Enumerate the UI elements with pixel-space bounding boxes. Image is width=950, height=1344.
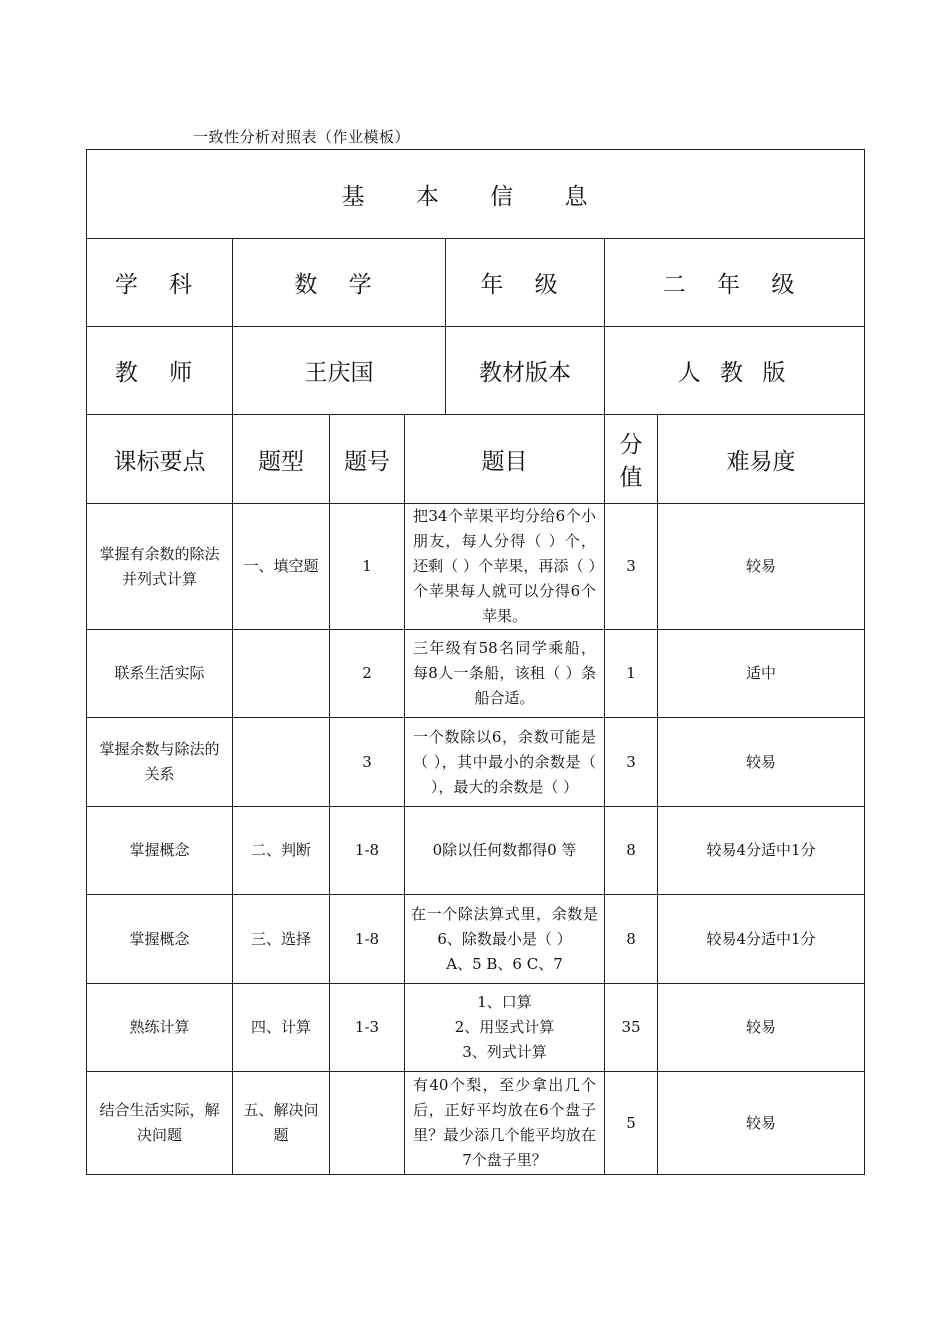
subject-grade-row [87,239,865,327]
question-line: 3、列式计算 [462,1043,547,1061]
point-cell: 掌握概念 [87,895,233,984]
table-row [87,718,865,807]
col-header-type: 题型 [233,415,330,504]
score-cell: 35 [605,984,658,1072]
table-row [87,895,865,984]
difficulty-cell: 适中 [658,630,865,718]
question-cell: 把34个苹果平均分给6个小朋友，每人分得（ ）个，还剩（ ）个苹果，再添（ ）个苹果每人就可以分得6个苹果。 [405,504,605,630]
table-row [87,630,865,718]
number-cell: 3 [330,718,405,807]
consistency-analysis-table [86,149,865,1175]
col-header-number: 题号 [330,415,405,504]
question-text: 在一个除法算式里，余数是6、除数最小是（ ） [411,904,598,948]
number-cell: 1-8 [330,807,405,895]
number-cell: 2 [330,630,405,718]
difficulty-cell: 较易 [658,504,865,630]
score-cell: 5 [605,1072,658,1175]
score-cell: 3 [605,718,658,807]
difficulty-cell: 较易 [658,1072,865,1175]
question-cell [405,895,605,984]
question-cell [405,984,605,1072]
question-cell: 0除以任何数都得0 等 [405,807,605,895]
grade-label: 年 级 [480,272,570,298]
edition-value-cell [605,327,865,415]
type-cell: 三、选择 [233,895,330,984]
document-title: 一致性分析对照表（作业模板） [193,128,411,146]
difficulty-cell: 较易 [658,984,865,1072]
basic-info-heading-text: 基 本 信 息 [341,183,610,210]
question-cell: 三年级有58名同学乘船，每8人一条船，该租（ ）条船合适。 [405,630,605,718]
teacher-edition-row [87,327,865,415]
grade-label-cell [446,239,605,327]
edition-value: 人 教 版 [677,360,792,386]
table-row [87,807,865,895]
difficulty-cell: 较易4分适中1分 [658,807,865,895]
grade-value: 二 年 级 [662,272,807,298]
type-cell [233,718,330,807]
subject-label-cell [87,239,233,327]
basic-info-header-row [87,150,865,239]
table-row [87,984,865,1072]
question-cell: 有40个梨，至少拿出几个后，正好平均放在6个盘子里？最少添几个能平均放在7个盘子里？ [405,1072,605,1175]
score-cell: 1 [605,630,658,718]
column-header-row [87,415,865,504]
edition-label: 教材版本 [446,327,605,415]
question-cell: 一个数除以6，余数可能是（ ），其中最小的余数是（ ），最大的余数是（ ） [405,718,605,807]
number-cell [330,1072,405,1175]
number-cell: 1-3 [330,984,405,1072]
question-line: 1、口算 [477,993,532,1011]
score-cell: 8 [605,807,658,895]
point-cell: 掌握概念 [87,807,233,895]
difficulty-cell: 较易4分适中1分 [658,895,865,984]
score-cell: 3 [605,504,658,630]
question-line: 2、用竖式计算 [454,1018,555,1036]
question-options: A、5 B、6 C、7 [446,954,563,973]
subject-label: 学 科 [114,272,205,298]
number-cell: 1 [330,504,405,630]
subject-value: 数 学 [294,272,384,298]
col-header-score: 分值 [605,415,658,504]
type-cell: 五、解决问题 [233,1072,330,1175]
type-cell: 二、判断 [233,807,330,895]
grade-value-cell [605,239,865,327]
col-header-point: 课标要点 [87,415,233,504]
type-cell: 四、计算 [233,984,330,1072]
table-row [87,1072,865,1175]
table-row [87,504,865,630]
basic-info-heading [87,150,865,239]
point-cell: 掌握有余数的除法并列式计算 [87,504,233,630]
teacher-label: 教 师 [114,360,205,386]
number-cell: 1-8 [330,895,405,984]
teacher-label-cell [87,327,233,415]
point-cell: 结合生活实际，解决问题 [87,1072,233,1175]
type-cell [233,630,330,718]
type-cell: 一、填空题 [233,504,330,630]
point-cell: 联系生活实际 [87,630,233,718]
subject-value-cell [233,239,446,327]
col-header-difficulty: 难易度 [658,415,865,504]
point-cell: 掌握余数与除法的关系 [87,718,233,807]
score-cell: 8 [605,895,658,984]
point-cell: 熟练计算 [87,984,233,1072]
difficulty-cell: 较易 [658,718,865,807]
teacher-value: 王庆国 [233,327,446,415]
col-header-question: 题目 [405,415,605,504]
